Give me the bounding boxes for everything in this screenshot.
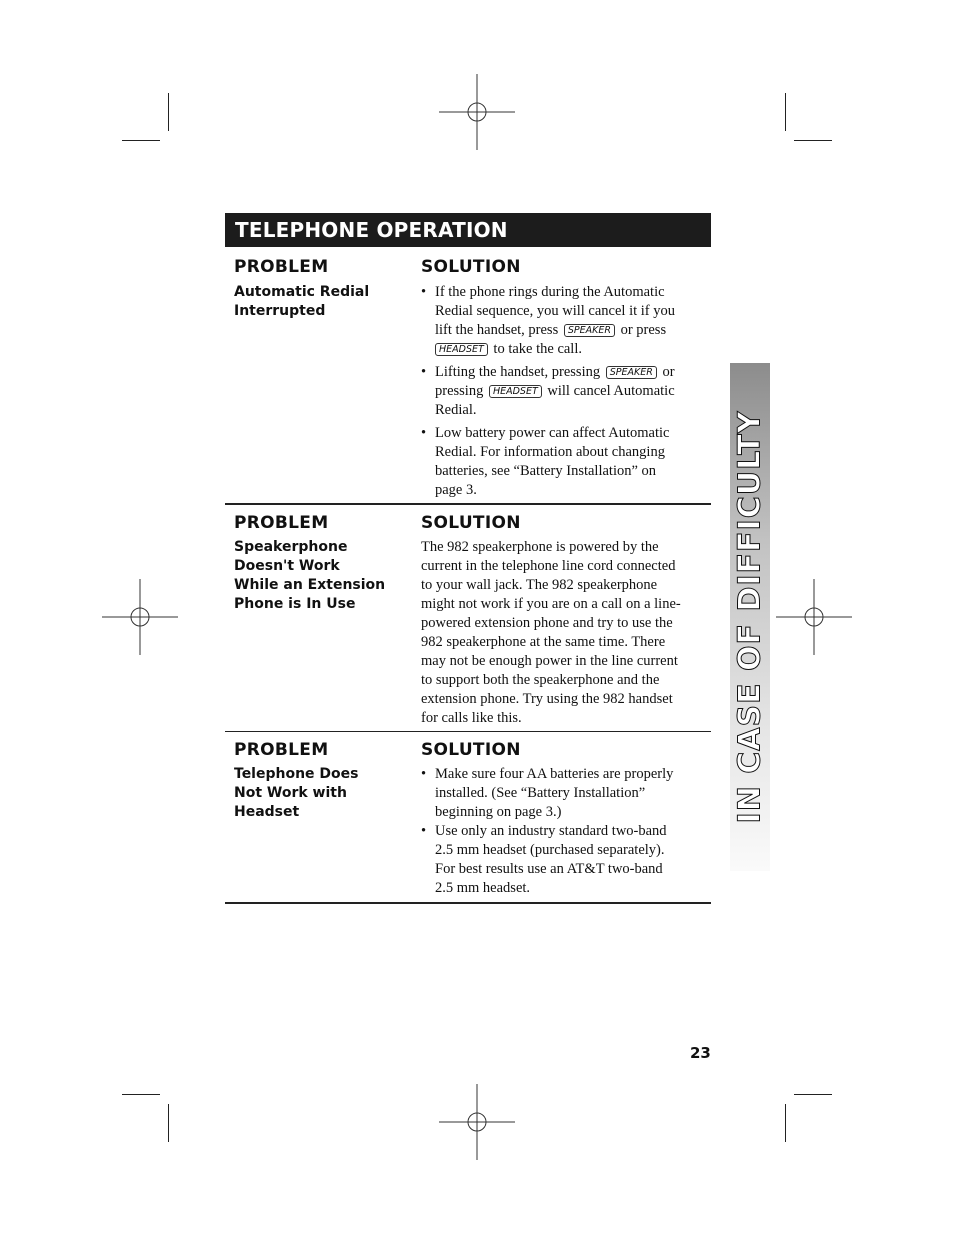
text-span: or press <box>620 322 667 338</box>
registration-mark-icon <box>776 579 852 655</box>
divider <box>225 902 711 904</box>
solution-label: SOLUTION <box>421 257 521 277</box>
solution-text <box>421 283 711 500</box>
solution-label: SOLUTION <box>421 513 521 533</box>
crop-mark <box>122 140 160 141</box>
text-line: extension phone. Try using the 982 handset <box>421 691 673 707</box>
text-line: The 982 speakerphone is powered by the <box>421 539 659 555</box>
text-span: Redial. <box>435 402 477 418</box>
problem-label: PROBLEM <box>234 740 329 760</box>
text-line: for calls like this. <box>421 710 522 726</box>
problem-title-line: Speakerphone <box>234 539 348 555</box>
problem-title-line: Telephone Does <box>234 766 359 782</box>
bullet-item <box>421 765 711 822</box>
problem-title-line: Headset <box>234 804 300 820</box>
text-line: For best results use an AT&T two-band <box>435 861 663 877</box>
text-line: may not be enough power in the line current <box>421 653 678 669</box>
text-span: pressing <box>435 383 484 399</box>
problem-title-line: Not Work with <box>234 785 347 801</box>
speaker-key-icon: SPEAKER <box>606 366 657 379</box>
text-span: lift the handset, press <box>435 322 559 338</box>
solution-label: SOLUTION <box>421 740 521 760</box>
text-span: to take the call. <box>493 341 582 357</box>
text-line: current in the telephone line cord connected <box>421 558 676 574</box>
text-line: beginning on page 3.) <box>435 804 562 820</box>
problem-title <box>234 283 409 321</box>
solution-text <box>421 765 711 898</box>
text-line: 2.5 mm headset (purchased separately). <box>435 842 665 858</box>
crop-mark <box>794 140 832 141</box>
text-span: Lifting the handset, pressing <box>435 364 601 380</box>
problem-title <box>234 765 409 822</box>
text-span: page 3. <box>435 482 477 498</box>
headset-key-icon: HEADSET <box>435 343 488 356</box>
problem-title-line: While an Extension <box>234 577 386 593</box>
problem-label: PROBLEM <box>234 513 329 533</box>
crop-mark <box>122 1094 160 1095</box>
text-line: • Use only an industry standard two-band <box>435 823 667 839</box>
headset-key-icon: HEADSET <box>489 385 542 398</box>
text-span: batteries, see “Battery Installation” on <box>435 463 657 479</box>
text-line: powered extension phone and try to use the <box>421 615 673 631</box>
text-span: Low battery power can affect Automatic <box>435 425 670 441</box>
text-span: Redial. For information about changing <box>435 444 665 460</box>
bullet-item <box>421 424 711 500</box>
page-number: 23 <box>690 1044 711 1062</box>
text-line: to your wall jack. The 982 speakerphone <box>421 577 658 593</box>
text-line: 2.5 mm headset. <box>435 880 531 896</box>
crop-mark <box>168 1104 169 1142</box>
side-tab <box>730 363 770 871</box>
problem-title <box>234 538 409 614</box>
problem-title-line: Interrupted <box>234 303 326 319</box>
text-line: • Make sure four AA batteries are properly <box>435 766 674 782</box>
text-line: 982 speakerphone at the same time. There <box>421 634 666 650</box>
text-line: to support both the speakerphone and the <box>421 672 660 688</box>
problem-title-line: Doesn't Work <box>234 558 340 574</box>
problem-block-headset <box>225 732 711 902</box>
bullet-item <box>421 283 711 359</box>
crop-mark <box>785 1104 786 1142</box>
text-line: installed. (See “Battery Installation” <box>435 785 646 801</box>
crop-mark <box>168 93 169 131</box>
section-title: TELEPHONE OPERATION <box>225 213 711 247</box>
registration-mark-icon <box>439 1084 515 1160</box>
bullet-item <box>421 822 711 898</box>
problem-block-auto-redial <box>225 247 711 504</box>
speaker-key-icon: SPEAKER <box>564 324 615 337</box>
problem-block-speakerphone <box>225 505 711 731</box>
text-line: might not work if you are on a call on a line- <box>421 596 681 612</box>
side-tab-label: IN CASE OF DIFFICULTY <box>732 410 768 824</box>
bullet-item <box>421 363 711 420</box>
text-span: or <box>662 364 675 380</box>
text-span: If the phone rings during the Automatic <box>435 284 665 300</box>
problem-title-line: Phone is In Use <box>234 596 356 612</box>
registration-mark-icon <box>102 579 178 655</box>
problem-label: PROBLEM <box>234 257 329 277</box>
crop-mark <box>794 1094 832 1095</box>
problem-title-line: Automatic Redial <box>234 284 370 300</box>
registration-mark-icon <box>439 74 515 150</box>
text-span: will cancel Automatic <box>547 383 675 399</box>
text-span: Redial sequence, you will cancel it if you <box>435 303 675 319</box>
crop-mark <box>785 93 786 131</box>
solution-text <box>421 538 711 728</box>
